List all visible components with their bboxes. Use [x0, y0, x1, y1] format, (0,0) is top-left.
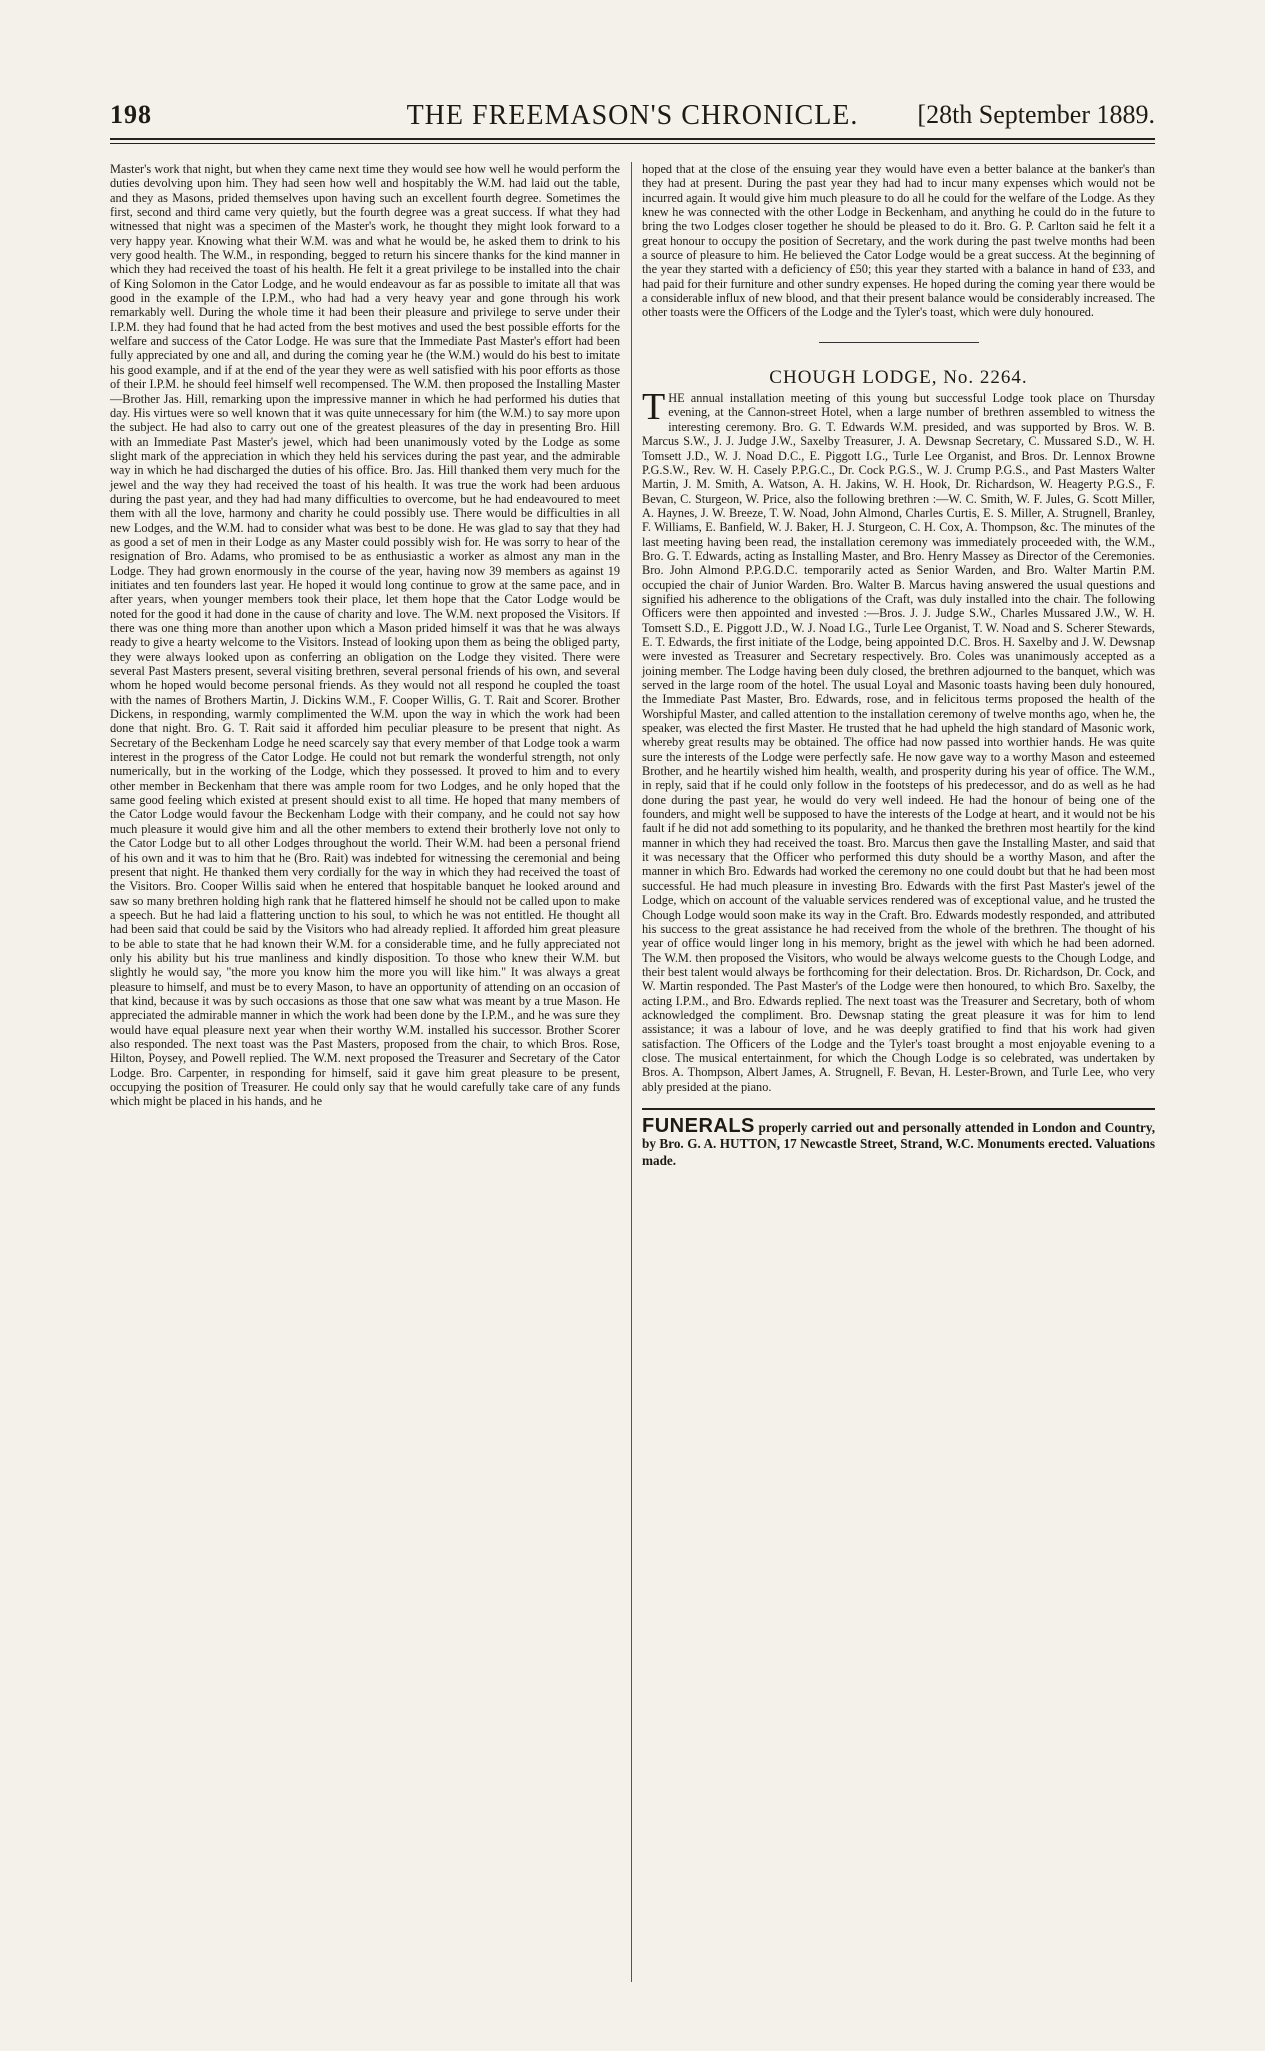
publication-title: THE FREEMASON'S CHRONICLE. — [406, 100, 859, 131]
funerals-advertisement — [642, 1114, 1155, 1170]
left-column-text: Master's work that night, but when they came next time they would see how well he would perform the duties devolving upon him. They had seen how well and hospitably the W.M. had laid out the table, and they as Masons, prided themselves upon having such an excellent fourth degree. Sometimes the first, second and third came very quietly, but the fourth degree was a great success. If what they had witnessed that night was a specimen of the Master's work, he thought they might look forward to a very happy year. Knowing what their W.M. was and what he would be, he asked them to drink to his very good health. The W.M., in responding, begged to return his sincere thanks for the kind manner in which they had received the toast of his health. He felt it a great privilege to be installed into the chair of King Solomon in the Cator Lodge, and he would endeavour as far as possible to imitate all that was good in the example of the I.P.M., who had had a very heavy year and gone through his work remarkably well. During the whole time it had been their pleasure and privilege to serve under their I.P.M. they had found that he had acted from the best motives and used the best possible efforts for the welfare and success of the Cator Lodge. He was sure that the Immediate Past Master's effort had been fully appreciated by one and all, and during the coming year he (the W.M.) would do his best to imitate his good example, and if at the end of the year they were as well satisfied with his poor efforts as those of their I.P.M. he should feel himself well recompensed. The W.M. then proposed the Installing Master—Brother Jas. Hill, remarking upon the impressive manner in which he had performed his duties that day. His virtues were so well known that it was quite unnecessary for him (the W.M.) to say more upon the subject. He had also to carry out one of the greatest pleasures of the day in presenting Bro. Hill with an Immediate Past Master's jewel, which had been unanimously voted by the Lodge as some slight mark of the appreciation in which they held his services during the past year, and the admirable way in which he had discharged the duties of his office. Bro. Jas. Hill thanked them very much for the jewel and the way they had received the toast of his health. It was true the work had been arduous during the past year, and they had had many difficulties to overcome, but he had endeavoured to meet them with all the love, harmony and charity he could possibly use. There would be difficulties in all new Lodges, and the W.M. had to consider what was best to be done. He was glad to say that they had as good a set of men in their Lodge as any Master could possibly wish for. He was sorry to hear of the resignation of Bro. Adams, who promised to be as enthusiastic a worker as almost any man in the Lodge. They had grown enormously in the course of the year, having now 39 members as against 19 initiates and ten founders last year. He hoped it would long continue to grow at the same pace, and in after years, when younger members took their place, let them hope that the Cator Lodge would be noted for the good it had done in the cause of charity and love. The W.M. next proposed the Visitors. If there was one thing more than another upon which a Mason prided himself it was that he was always ready to give a hearty welcome to the Visitors. Instead of looking upon them as being the obliged party, they were always looked upon as conferring an obligation on the Lodge they visited. There were several Past Masters present, several visiting brethren, several personal friends of his own, and several whom he hoped would become personal friends. As they would not all respond he coupled the toast with the names of Brothers Martin, J. Dickins W.M., F. Cooper Willis, G. T. Rait and Scorer. Brother Dickens, in responding, warmly complimented the W.M. upon the way in which the work had been done that night. Bro. G. T. Rait said it afforded him peculiar pleasure to be present that night. As Secretary of the Beckenham Lodge he need scarcely say that every member of that Lodge took a warm interest in the progress of the Cator Lodge. He could not but remark the wonderful strength, not only numerically, but in the working of the Lodge, which they possessed. It proved to him and to every other member in Beckenham that there was ample room for two Lodges, and he only hoped that the same good feeling which existed at present should exist to all time. He hoped that many members of the Cator Lodge would favour the Beckenham Lodge with their company, and he could not say how much pleasure it would give him and all the other members to extend their brotherly love not only to the Cator Lodge but to all other Lodges throughout the world. Their W.M. had been a personal friend of his own and it was to him that he (Bro. Rait) was indebted for witnessing the ceremonial and being present that night. He thanked them very cordially for the way in which they had received the toast of the Visitors. Bro. Cooper Willis said when he entered that hospitable banquet he looked around and saw so many brethren holding high rank that he flattered himself he should not be called upon to make a speech. But he had laid a flattering unction to his soul, to which he was not entitled. He thought all had been said that could be said by the Visitors who had already replied. It afforded him great pleasure to be able to state that he had known their W.M. for a considerable time, and he fully appreciated not only his ability but his true manliness and kindly disposition. To those who knew their W.M. but slightly he would say, "the more you know him the more you will like him." It was always a great pleasure to himself, and must be to every Mason, to have an opportunity of attending on an occasion of that kind, because it was by such occasions as those that one saw what was meant by a true Mason. He appreciated the admirable manner in which the work had been done by the I.P.M., and he was sure they would have equal pleasure next year when their worthy W.M. installed his successor. Brother Scorer also responded. The next toast was the Past Masters, proposed from the chair, to which Bros. Rose, Hilton, Poysey, and Powell replied. The W.M. next proposed the Treasurer and Secretary of the Cator Lodge. Bro. Carpenter, in responding for himself, said it gave him great pleasure to be present, occupying the position of Treasurer. He could only say that he would carefully take care of any funds which might be placed in his hands, and he — [110, 162, 620, 1109]
article-heading: CHOUGH LODGE, No. 2264. — [769, 366, 1028, 388]
drop-cap: T — [642, 386, 666, 429]
chough-lodge-article — [642, 386, 1155, 1094]
masthead-rule — [110, 138, 1155, 144]
newspaper-page — [110, 100, 1155, 1980]
masthead — [110, 100, 1155, 140]
advertisement-text: properly carried out and personally attended in London and Country, by Bro. G. A. HUTTON, 17 Newcastle Street, Strand, W.C. Monuments erected. Valuations made. — [642, 1119, 1155, 1168]
article-body: HE annual installation meeting of this young but successful Lodge took place on Thursday evening, at the Cannon-street Hotel, when a large number of brethren assembled to witness the interesting ceremony. Bro. G. T. Edwards W.M. presided, and was supported by Bros. W. B. Marcus S.W., J. J. Judge J.W., Saxelby Treasurer, J. A. Dewsnap Secretary, C. Mussared S.D., W. H. Tomsett J.D., W. J. Noad D.C., E. Piggott I.G., Turle Lee Organist, and Bros. Dr. Lennox Browne P.G.S.W., Rev. W. H. Casely P.P.G.C., Dr. Cock P.G.S., W. J. Crump P.G.S., and Past Masters Walter Martin, J. M. Smith, A. Watson, A. H. Jakins, W. H. Hook, Dr. Richardson, W. Heagerty P.G.S., F. Bevan, C. Sturgeon, W. Price, also the following brethren :—W. C. Smith, W. F. Jules, G. Scott Miller, A. Haynes, J. W. Breeze, T. W. Noad, John Almond, Charles Curtis, E. S. Miller, A. Strugnell, Branley, F. Williams, E. Banfield, W. J. Baker, H. J. Sturgeon, C. H. Cox, A. Thompson, &c. The minutes of the last meeting having been read, the installation ceremony was immediately proceeded with, the W.M., Bro. G. T. Edwards, acting as Installing Master, and Bro. Henry Massey as Director of the Ceremonies. Bro. John Almond P.P.G.D.C. temporarily acted as Senior Warden, and Bro. Walter Martin P.M. occupied the chair of Junior Warden. Bro. Walter B. Marcus having answered the usual questions and signified his adherence to the obligations of the Craft, was duly installed into the chair. The following Officers were then appointed and invested :—Bros. J. J. Judge S.W., Charles Mussared J.W., W. H. Tomsett S.D., E. Piggott J.D., W. J. Noad I.G., Turle Lee Organist, T. W. Noad and S. Scherer Stewards, E. T. Edwards, the first initiate of the Lodge, being appointed D.C. Bros. H. Saxelby and J. W. Dewsnap were invested as Treasurer and Secretary respectively. Bro. Coles was unanimously accepted as a joining member. The Lodge having been duly closed, the brethren adjourned to the banquet, which was served in the large room of the hotel. The usual Loyal and Masonic toasts having been duly honoured, the Immediate Past Master, Bro. Edwards, rose, and in felicitous terms proposed the health of the Worshipful Master, and called attention to the installation ceremony of twelve months ago, when he, the speaker, was elected the first Master. He trusted that he had upheld the high standard of Masonic work, whereby great results may be obtained. The office had now passed into worthier hands. He was quite sure the interests of the Lodge were perfectly safe. He now gave way to a worthy Mason and esteemed Brother, and he heartily wished him health, wealth, and prosperity during his year of office. The W.M., in reply, said that if he could only follow in the footsteps of his predecessor, and do as well as he had done during the past year, he would do very well indeed. He had the honour of being one of the founders, and might well be supposed to have the interests of the Lodge at heart, and it would not be his fault if he did not add something to its popularity, and he thanked the brethren most heartily for the kind manner in which they had received the toast. Bro. Marcus then gave the Installing Master, and said that it was necessary that the Officer who performed this duty should be a worthy Mason, and after the manner in which Bro. Edwards had worked the ceremony no one could doubt but that he had been most successful. He had much pleasure in investing Bro. Edwards with the first Past Master's jewel of the Lodge, which on account of the valuable services rendered was of exceptional value, and he trusted the Chough Lodge would soon make its way in the Craft. Bro. Edwards modestly responded, and attributed his success to the great assistance he had received from the whole of the brethren. The thought of his year of office would linger long in his memory, bright as the jewel with which he had been adorned. The W.M. then proposed the Visitors, who would be always welcome guests to the Chough Lodge, and their best talent would always be forthcoming for their delectation. Bros. Dr. Richardson, Dr. Cock, and W. Martin responded. The Past Master's of the Lodge were then honoured, to which Bro. Saxelby, the acting I.P.M., and Bro. Edwards replied. The next toast was the Treasurer and Secretary, both of whom acknowledged the compliment. Bro. Dewsnap stating the great pleasure it was for him to lend assistance; it was a labour of love, and he was deeply gratified to find that his work had given satisfaction. The Officers of the Lodge and the Tyler's toast brought a most enjoyable evening to a close. The musical entertainment, for which the Chough Lodge is so celebrated, was undertaken by Bros. A. Thompson, Albert James, A. Strugnell, F. Bevan, H. Lester-Brown, and Turle Lee, who very ably presided at the piano. — [642, 391, 1155, 1094]
issue-date: [28th September 1889. — [917, 100, 1155, 129]
section-divider — [819, 342, 979, 343]
column-divider — [631, 162, 632, 1982]
page-number: 198 — [110, 100, 152, 129]
advertisement-rule — [642, 1108, 1155, 1110]
cator-lodge-continuation: hoped that at the close of the ensuing year they would have even a better balance at the banker's than they had at present. During the past year they had had to incur many expenses which would not be incurred again. It would give him much pleasure to do all he could for the welfare of the Lodge. As they knew he was connected with the other Lodge in Beckenham, and anything he could do in the future to bring the two Lodges closer together he should be pleased to do it. Bro. G. P. Carlton said he felt it a great honour to occupy the position of Secretary, and the work during the past twelve months had been a source of pleasure to him. He believed the Cator Lodge would be a great success. At the beginning of the year they started with a deficiency of £50; this year they started with a balance in hand of £33, and had paid for their furniture and other sundry expenses. He hoped during the coming year there would be a considerable influx of new blood, and that their present balance would be considerably increased. The other toasts were the Officers of the Lodge and the Tyler's toast, which were duly honoured. — [642, 162, 1155, 320]
right-column — [642, 162, 1155, 1169]
left-column — [110, 162, 620, 1109]
advertisement-lead: FUNERALS — [642, 1114, 755, 1137]
